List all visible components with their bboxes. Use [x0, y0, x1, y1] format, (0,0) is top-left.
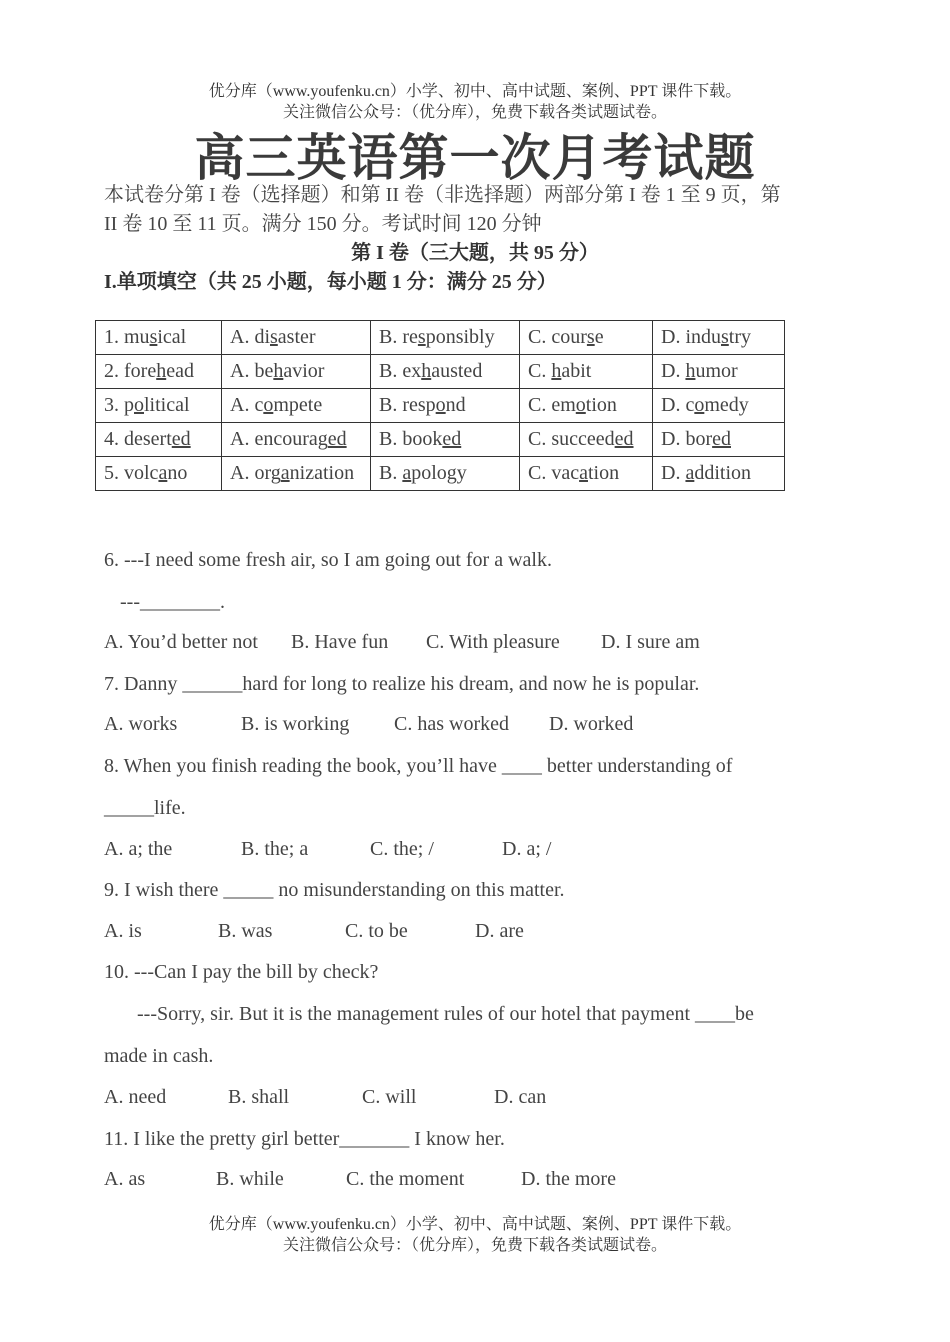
- cell-text: D. bor: [661, 428, 713, 450]
- footer-line-1: 优分库（www.youfenku.cn）小学、初中、高中试题、案例、PPT 课件下载。: [208, 1216, 742, 1233]
- option: C. With pleasure: [426, 631, 560, 653]
- option: A. is: [104, 920, 142, 942]
- cell-text: C. succeed: [528, 428, 615, 450]
- table-row: [96, 457, 785, 491]
- option-cell: [222, 355, 371, 389]
- underlined-sound: s: [149, 326, 158, 348]
- option-cell: [371, 457, 520, 491]
- option-cell: [520, 423, 653, 457]
- option: D. a; /: [502, 838, 552, 860]
- cell-text: ead: [166, 360, 194, 382]
- underlined-sound: o: [694, 394, 705, 416]
- cell-text: B. re: [379, 326, 418, 348]
- option: C. to be: [345, 920, 408, 942]
- option-cell: [520, 389, 653, 423]
- cell-text: ical: [157, 326, 187, 348]
- word-cell: [96, 321, 222, 355]
- underlined-sound: o: [263, 394, 274, 416]
- cell-text: tion: [585, 394, 617, 416]
- option-cell: [371, 389, 520, 423]
- cell-text: umor: [695, 360, 738, 382]
- cell-text: C. em: [528, 394, 576, 416]
- underlined-sound: h: [551, 360, 562, 382]
- cell-text: D. indu: [661, 326, 721, 348]
- option-cell: [222, 389, 371, 423]
- cell-text: austed: [431, 360, 483, 382]
- cell-text: aster: [277, 326, 316, 348]
- option: D. I sure am: [601, 631, 700, 653]
- cell-text: avior: [283, 360, 325, 382]
- underlined-sound: o: [575, 394, 586, 416]
- cell-text: C.: [528, 360, 552, 382]
- underlined-sound: h: [421, 360, 432, 382]
- question-8-line-2: _____life.: [104, 797, 186, 819]
- cell-text: no: [167, 462, 188, 484]
- option: C. the moment: [346, 1168, 465, 1190]
- option: D. worked: [549, 713, 634, 735]
- underlined-sound: a: [685, 462, 695, 484]
- word-cell: [96, 355, 222, 389]
- option-cell: [222, 457, 371, 491]
- option: A. a; the: [104, 838, 173, 860]
- option-cell: [520, 355, 653, 389]
- question-11-options: [104, 1168, 616, 1191]
- underlined-sound: o: [435, 394, 446, 416]
- cell-text: B. book: [379, 428, 443, 450]
- phonetics-table: [95, 320, 785, 491]
- underlined-sound: a: [158, 462, 168, 484]
- table-row: [96, 321, 785, 355]
- table-row: [96, 389, 785, 423]
- header-line-2: 关注微信公众号：（优分库），免费下载各类试题试卷。: [282, 104, 667, 121]
- cell-text: D. c: [661, 394, 695, 416]
- cell-text: 2. fore: [104, 360, 157, 382]
- option: A. need: [104, 1086, 167, 1108]
- option: A. as: [104, 1168, 146, 1190]
- option-cell: [653, 355, 785, 389]
- word-cell: [96, 423, 222, 457]
- cell-text: B.: [379, 462, 403, 484]
- option: C. has worked: [394, 713, 509, 735]
- table-row: [96, 355, 785, 389]
- underlined-sound: s: [721, 326, 729, 348]
- option: C. the; /: [370, 838, 434, 860]
- option: A. works: [104, 713, 178, 735]
- option: D. can: [494, 1086, 547, 1108]
- underlined-sound: ed: [327, 428, 347, 450]
- part-heading: 第 I 卷（三大题，共 95 分）: [351, 242, 599, 264]
- cell-text: D.: [661, 462, 686, 484]
- cell-text: try: [728, 326, 752, 348]
- underlined-sound: ed: [442, 428, 462, 450]
- underlined-sound: ed: [171, 428, 191, 450]
- cell-text: 4. desert: [104, 428, 172, 450]
- question-6-answer-blank: ---________.: [120, 591, 225, 613]
- cell-text: abit: [561, 360, 592, 382]
- option-cell: [371, 355, 520, 389]
- option: D. are: [475, 920, 524, 942]
- option-cell: [520, 321, 653, 355]
- option-cell: [653, 423, 785, 457]
- cell-text: A. org: [230, 462, 281, 484]
- underlined-sound: a: [579, 462, 588, 484]
- cell-text: ddition: [694, 462, 752, 484]
- option: C. will: [362, 1086, 417, 1108]
- question-8-options: [104, 838, 551, 861]
- question-6-options: [104, 631, 700, 654]
- footer-line-2: 关注微信公众号：（优分库），免费下载各类试题试卷。: [282, 1237, 667, 1254]
- question-7: 7. Danny ______hard for long to realize his dream, and now he is popular.: [104, 673, 700, 695]
- cell-text: C. cour: [528, 326, 587, 348]
- intro-line-1: 本试卷分第 I 卷（选择题）和第 II 卷（非选择题）两部分第 I 卷 1 至 9 页，第: [104, 184, 781, 206]
- question-8: 8. When you finish reading the book, you’ll have ____ better understanding of: [104, 755, 733, 777]
- option-cell: [222, 423, 371, 457]
- cell-text: 1. mu: [104, 326, 150, 348]
- cell-text: C. vac: [528, 462, 580, 484]
- question-7-options: [104, 713, 633, 736]
- option: B. Have fun: [291, 631, 389, 653]
- page-title: 高三英语第一次月考试题: [194, 129, 756, 187]
- question-10-line-2: ---Sorry, sir. But it is the management rules of our hotel that payment ____be: [137, 1003, 754, 1025]
- option: A. You’d better not: [104, 631, 258, 653]
- question-9: 9. I wish there _____ no misunderstanding on this matter.: [104, 879, 565, 901]
- underlined-sound: a: [402, 462, 412, 484]
- underlined-sound: s: [586, 326, 595, 348]
- cell-text: e: [594, 326, 604, 348]
- option-cell: [222, 321, 371, 355]
- question-10-line-3: made in cash.: [104, 1045, 214, 1067]
- underlined-sound: o: [134, 394, 144, 416]
- cell-text: nd: [445, 394, 466, 416]
- cell-text: ponsibly: [425, 326, 495, 348]
- underlined-sound: h: [273, 360, 284, 382]
- section-heading: I.单项填空（共 25 小题，每小题 1 分：满分 25 分）: [104, 271, 557, 293]
- cell-text: 3. p: [104, 394, 134, 416]
- cell-text: A. encourag: [230, 428, 328, 450]
- table-row: [96, 423, 785, 457]
- option: D. the more: [521, 1168, 616, 1190]
- cell-text: A. be: [230, 360, 274, 382]
- underlined-sound: h: [156, 360, 167, 382]
- header-line-1: 优分库（www.youfenku.cn）小学、初中、高中试题、案例、PPT 课件下载。: [208, 83, 742, 100]
- cell-text: pology: [411, 462, 467, 484]
- option: B. shall: [228, 1086, 290, 1108]
- option: B. was: [218, 920, 273, 942]
- intro-line-2: II 卷 10 至 11 页。满分 150 分。考试时间 120 分钟: [104, 213, 542, 235]
- option-cell: [371, 423, 520, 457]
- underlined-sound: h: [685, 360, 696, 382]
- cell-text: B. ex: [379, 360, 422, 382]
- cell-text: B. resp: [379, 394, 436, 416]
- cell-text: D.: [661, 360, 686, 382]
- underlined-sound: s: [270, 326, 278, 348]
- question-6: 6. ---I need some fresh air, so I am going out for a walk.: [104, 549, 552, 571]
- underlined-sound: s: [417, 326, 426, 348]
- question-10: 10. ---Can I pay the bill by check?: [104, 961, 379, 983]
- underlined-sound: a: [280, 462, 290, 484]
- question-10-options: [104, 1086, 546, 1109]
- word-cell: [96, 389, 222, 423]
- option-cell: [371, 321, 520, 355]
- question-9-options: [104, 920, 524, 943]
- cell-text: medy: [704, 394, 749, 416]
- cell-text: nization: [289, 462, 355, 484]
- underlined-sound: ed: [614, 428, 634, 450]
- cell-text: 5. volc: [104, 462, 159, 484]
- cell-text: mpete: [273, 394, 323, 416]
- option-cell: [653, 389, 785, 423]
- option-cell: [653, 321, 785, 355]
- word-cell: [96, 457, 222, 491]
- cell-text: A. di: [230, 326, 270, 348]
- underlined-sound: ed: [712, 428, 731, 450]
- cell-text: tion: [587, 462, 620, 484]
- option-cell: [520, 457, 653, 491]
- option: B. is working: [241, 713, 350, 735]
- option-cell: [653, 457, 785, 491]
- cell-text: A. c: [230, 394, 264, 416]
- option: B. while: [216, 1168, 284, 1190]
- question-11: 11. I like the pretty girl better_______ I know her.: [104, 1128, 505, 1150]
- cell-text: litical: [144, 394, 190, 416]
- option: B. the; a: [241, 838, 309, 860]
